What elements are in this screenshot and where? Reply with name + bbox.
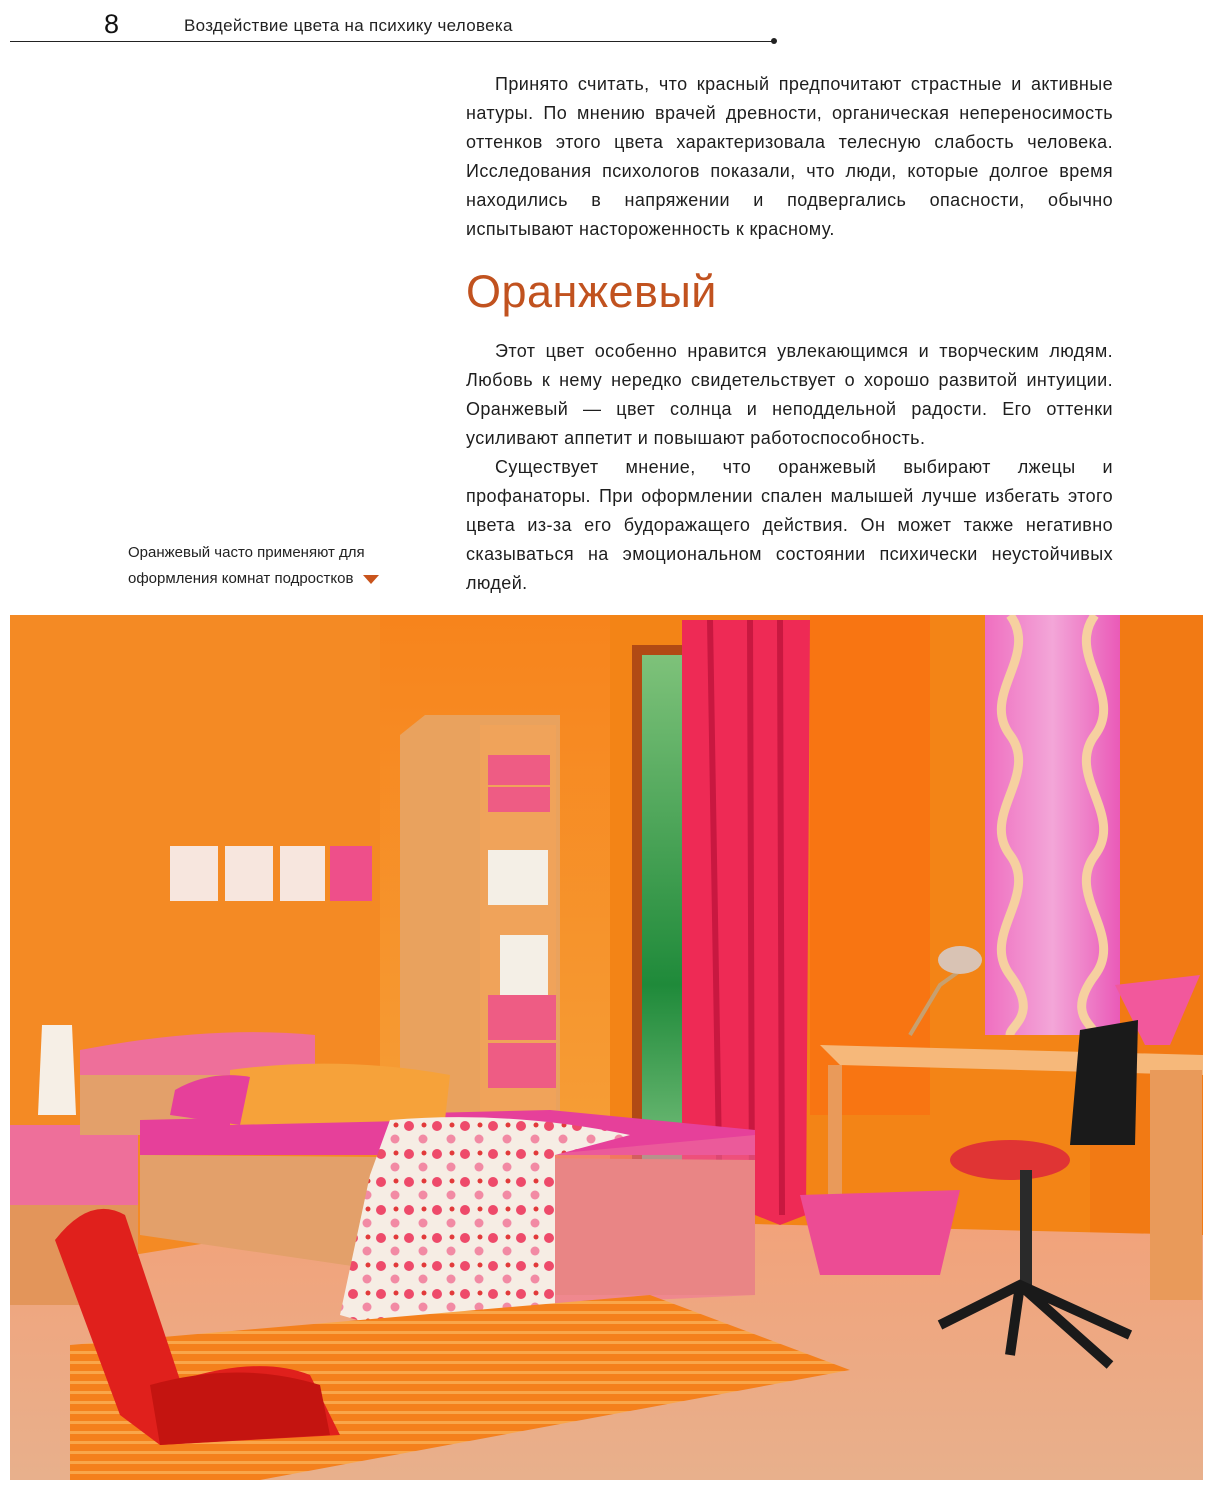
header-rule-end-dot bbox=[771, 38, 777, 44]
bedroom-photo bbox=[10, 615, 1203, 1480]
section-heading: Оранжевый bbox=[466, 266, 717, 317]
figure-caption bbox=[128, 540, 408, 592]
page-number: 8 bbox=[104, 9, 120, 39]
triangle-down-icon bbox=[363, 575, 379, 584]
header-rule bbox=[10, 41, 774, 42]
running-title: Воздействие цвета на психику человека bbox=[184, 16, 513, 35]
page-header bbox=[0, 0, 1213, 48]
caption-line bbox=[128, 566, 408, 592]
caption-text: оформления комнат подростков bbox=[128, 570, 354, 587]
body-paragraph: Этот цвет особенно нравится увлекающимся и творческим людям. Любовь к нему нередко свидетельствует о хорошо развитой интуиции. Оранжевый — цвет солнца и неподдельной радости. Его оттенки усиливают аппетит и повышают работоспособность. bbox=[466, 341, 1113, 448]
intro-paragraph: Принято считать, что красный предпочитают страстные и активные натуры. По мнению врачей древности, органическая непереносимость оттенков этого цвета характеризовала телесную слабость человека. Исследования психологов показали, что люди, которые долгое время находились в напряжении и подвергались опасности, обычно испытывают настороженность к красному. bbox=[466, 74, 1113, 239]
body-paragraph: Существует мнение, что оранжевый выбирают лжецы и профанаторы. При оформлении спален малышей лучше избегать этого цвета из-за его будоражащего действия. Он может также негативно сказываться на эмоциональном состоянии психически неустойчивых людей. bbox=[466, 457, 1113, 593]
main-text-column bbox=[466, 70, 1113, 598]
caption-line: Оранжевый часто применяют для bbox=[128, 544, 365, 561]
